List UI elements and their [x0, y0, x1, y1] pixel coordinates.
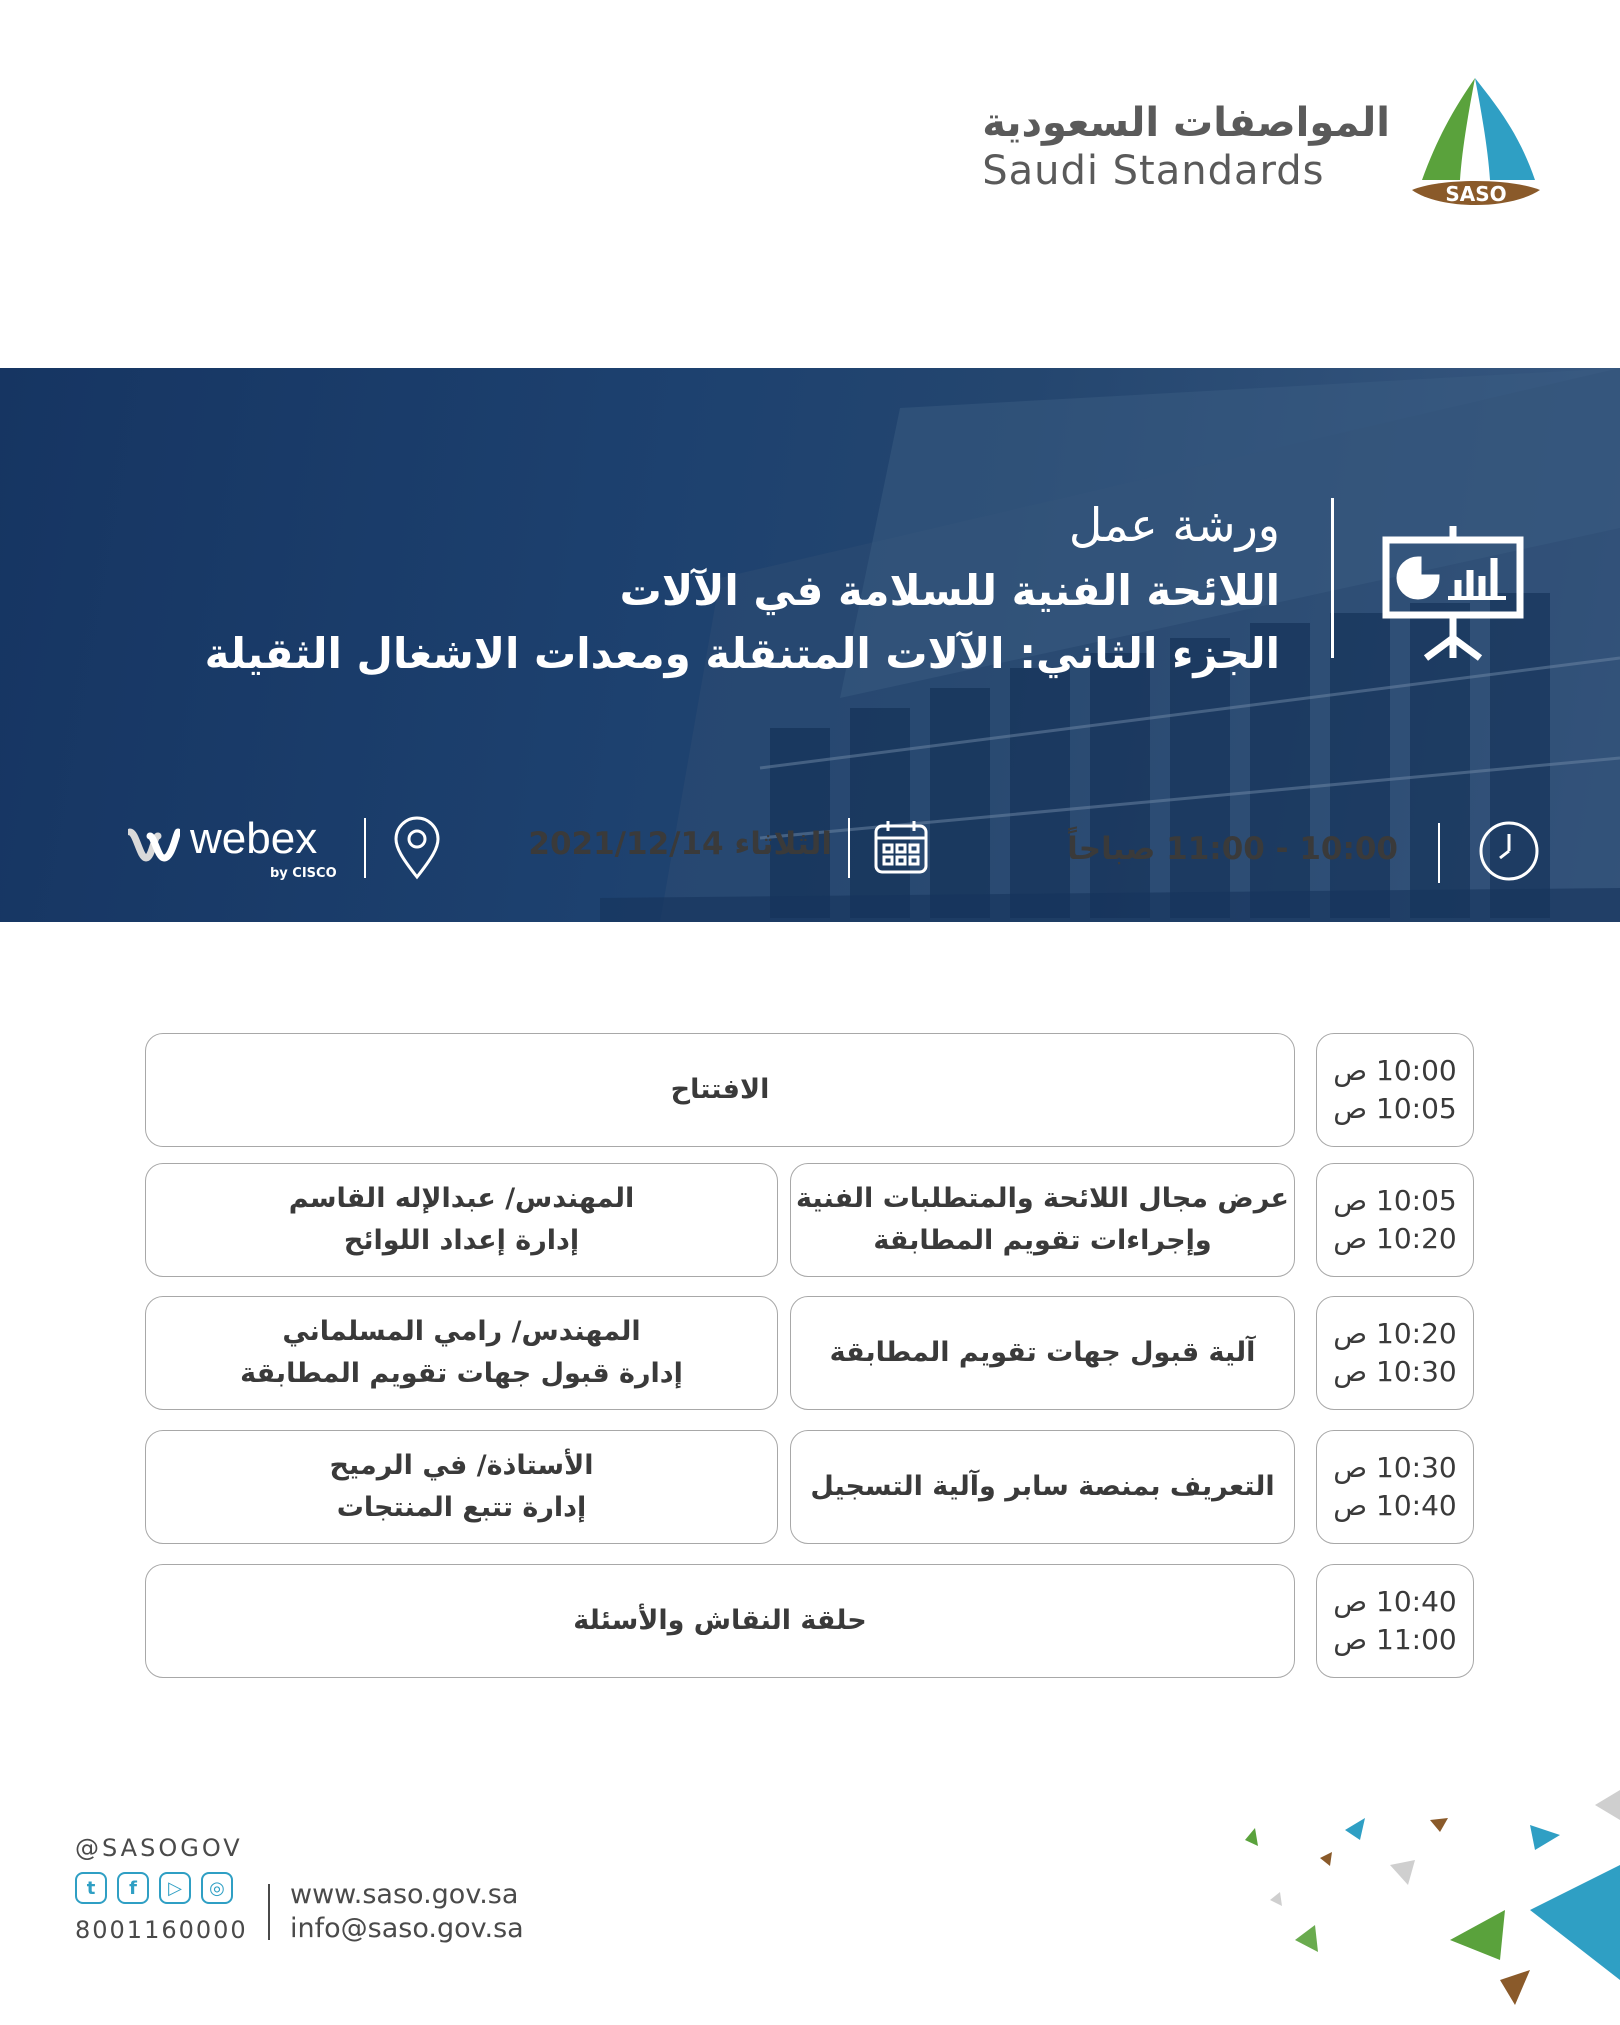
logo-arabic-text: المواصفات السعودية	[982, 100, 1390, 146]
webex-logo	[128, 814, 348, 884]
info-divider-3	[364, 818, 366, 878]
svg-text:SASO: SASO	[1445, 182, 1507, 206]
webex-byline: by CISCO	[270, 866, 337, 881]
agenda-end-time: 10:30 ص	[1333, 1355, 1457, 1388]
topic-line: حلقة النقاش والأسئلة	[573, 1605, 867, 1636]
presentation-board-icon	[1378, 518, 1528, 668]
instagram-icon[interactable]: ◎	[201, 1872, 233, 1904]
agenda-end-time: 11:00 ص	[1333, 1623, 1457, 1656]
agenda-start-time: 10:30 ص	[1333, 1451, 1457, 1484]
footer-social	[75, 1834, 248, 1944]
agenda-topic-1	[145, 1033, 1295, 1147]
topic-line: الافتتاح	[670, 1074, 770, 1105]
speaker-department: إدارة تتبع المنتجات	[336, 1492, 587, 1523]
decorative-triangles	[1200, 1780, 1620, 2025]
banner-title	[205, 498, 1280, 678]
agenda-end-time: 10:20 ص	[1333, 1222, 1457, 1255]
phone-number: 8001160000	[75, 1916, 248, 1944]
webex-wordmark: webex	[190, 814, 318, 863]
agenda-speaker-3	[145, 1296, 778, 1410]
speaker-name: الأستاذة/ في الرميح	[329, 1450, 594, 1481]
event-date: الثلاثاء 2021/12/14	[528, 826, 832, 862]
agenda-end-time: 10:40 ص	[1333, 1489, 1457, 1522]
agenda-end-time: 10:05 ص	[1333, 1092, 1457, 1125]
agenda-time-1	[1316, 1033, 1474, 1147]
agenda-start-time: 10:20 ص	[1333, 1317, 1457, 1350]
speaker-name: المهندس/ عبدالإله القاسم	[288, 1183, 635, 1214]
agenda-topic-5	[145, 1564, 1295, 1678]
info-divider-2	[848, 818, 850, 878]
clock-icon	[1478, 820, 1540, 882]
agenda-topic-4	[790, 1430, 1295, 1544]
webex-logo-icon	[128, 826, 180, 862]
email-link[interactable]: info@saso.gov.sa	[290, 1913, 524, 1944]
agenda-topic-2	[790, 1163, 1295, 1277]
youtube-icon[interactable]: ▷	[159, 1872, 191, 1904]
social-icons	[75, 1872, 248, 1904]
facebook-icon[interactable]: f	[117, 1872, 149, 1904]
social-handle: @SASOGOV	[75, 1834, 243, 1862]
calendar-icon	[872, 818, 930, 876]
event-type: ورشة عمل	[1068, 498, 1280, 552]
agenda-speaker-4	[145, 1430, 778, 1544]
agenda-time-3	[1316, 1296, 1474, 1410]
saso-logo	[982, 60, 1550, 220]
event-title-line1: اللائحة الفنية للسلامة في الآلات	[619, 566, 1280, 615]
agenda-start-time: 10:40 ص	[1333, 1585, 1457, 1618]
agenda-speaker-2	[145, 1163, 778, 1277]
topic-line: التعريف بمنصة سابر وآلية التسجيل	[810, 1471, 1275, 1502]
website-link[interactable]: www.saso.gov.sa	[290, 1879, 519, 1910]
topic-line: آلية قبول جهات تقويم المطابقة	[829, 1337, 1256, 1368]
agenda-start-time: 10:05 ص	[1333, 1184, 1457, 1217]
saso-mark-icon	[1400, 70, 1550, 220]
speaker-name: المهندس/ رامي المسلماني	[282, 1316, 641, 1347]
agenda-time-4	[1316, 1430, 1474, 1544]
footer-contact	[290, 1878, 524, 1946]
event-title-line2: الجزء الثاني: الآلات المتنقلة ومعدات الاشغال الثقيلة	[204, 629, 1280, 678]
twitter-icon[interactable]: t	[75, 1872, 107, 1904]
speaker-department: إدارة إعداد اللوائح	[343, 1225, 580, 1256]
agenda-start-time: 10:00 ص	[1333, 1054, 1457, 1087]
agenda-time-5	[1316, 1564, 1474, 1678]
agenda-topic-3	[790, 1296, 1295, 1410]
location-pin-icon	[392, 816, 442, 880]
event-banner	[0, 368, 1620, 922]
footer-divider	[268, 1884, 270, 1940]
speaker-department: إدارة قبول جهات تقويم المطابقة	[240, 1358, 683, 1389]
logo-english-text: Saudi Standards	[982, 148, 1325, 194]
topic-line: وإجراءات تقويم المطابقة	[873, 1225, 1212, 1256]
topic-line: عرض مجال اللائحة والمتطلبات الفنية	[796, 1183, 1289, 1214]
event-time: 10:00 - 11:00 صباحاً	[1067, 831, 1398, 867]
info-divider-1	[1438, 823, 1440, 883]
agenda-time-2	[1316, 1163, 1474, 1277]
title-divider	[1331, 498, 1334, 658]
